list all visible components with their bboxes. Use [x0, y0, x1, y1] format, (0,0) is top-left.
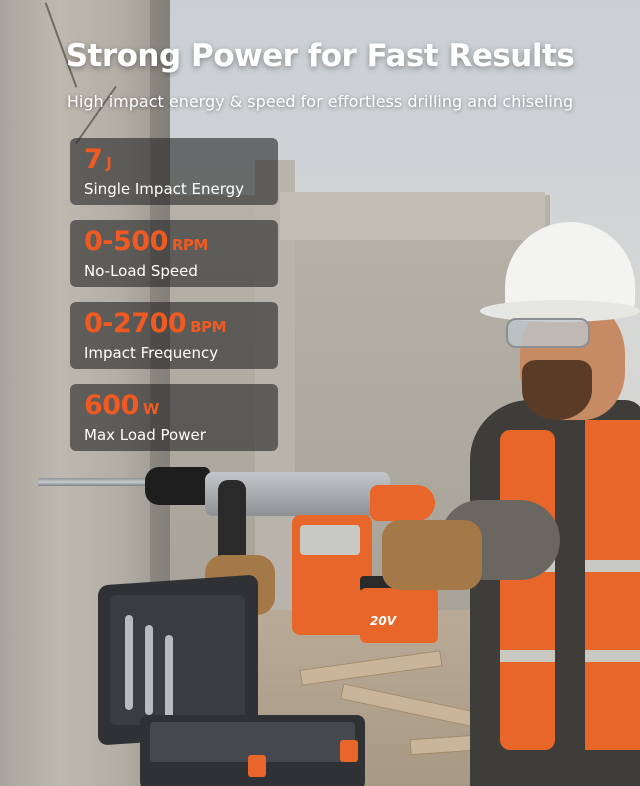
toolbox-latch	[340, 740, 358, 762]
vest-reflective-strip	[585, 560, 640, 572]
spec-card-impact-energy	[70, 138, 278, 205]
spec-card-impact-frequency	[70, 302, 278, 369]
spec-value	[84, 144, 264, 179]
subheadline: High impact energy & speed for effortless drilling and chiseling	[66, 92, 574, 111]
safety-vest-right	[585, 420, 640, 750]
vest-reflective-strip	[585, 650, 640, 662]
battery-voltage-label: 20V	[370, 614, 396, 628]
headline: Strong Power for Fast Results	[65, 38, 575, 74]
spec-value	[84, 226, 264, 261]
spec-label: Impact Frequency	[84, 344, 219, 362]
wrench-icon	[125, 615, 133, 710]
worker-beard	[522, 360, 592, 420]
work-glove-right	[382, 520, 482, 590]
drill-chuck	[145, 467, 210, 505]
drill-rear-handle	[370, 485, 435, 521]
spec-label: Single Impact Energy	[84, 180, 245, 198]
concrete-ledge	[280, 192, 545, 240]
spec-unit: W	[142, 400, 159, 418]
wrench-icon	[145, 625, 153, 715]
drill-bit	[38, 478, 153, 486]
spec-number: 7	[84, 144, 103, 175]
toolbox-latch	[248, 755, 266, 777]
spec-unit: J	[106, 154, 112, 172]
spec-value	[84, 308, 264, 343]
spec-label: No-Load Speed	[84, 262, 198, 280]
spec-card-no-load-speed	[70, 220, 278, 287]
spec-number: 0-500	[84, 226, 168, 257]
spec-label: Max Load Power	[84, 426, 206, 444]
safety-vest-left	[500, 430, 555, 750]
drill-vent-grille	[300, 525, 360, 555]
wrench-icon	[165, 635, 173, 720]
spec-unit: BPM	[190, 318, 226, 336]
safety-goggles	[506, 318, 590, 348]
spec-unit: RPM	[171, 236, 208, 254]
spec-number: 0-2700	[84, 308, 187, 339]
spec-value	[84, 390, 264, 425]
spec-card-max-load-power	[70, 384, 278, 451]
spec-number: 600	[84, 390, 139, 421]
vest-reflective-strip	[500, 650, 555, 662]
